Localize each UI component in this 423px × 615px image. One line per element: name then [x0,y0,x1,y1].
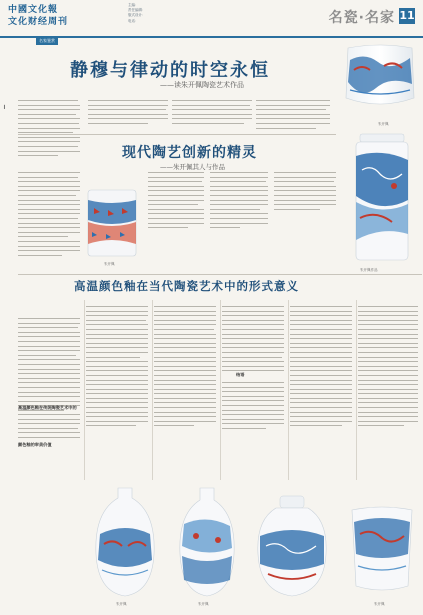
article2-title: 现代陶艺创新的精灵 [122,145,257,161]
article3-subheading1: 高温颜色釉在传统陶瓷艺术中的 [18,405,77,410]
article2-right-column [274,172,336,213]
article1-title: 静穆与律动的时空永恒 [70,60,270,81]
article3-subheading3: 结语 [236,372,245,377]
caption-bottom-right: 朱开佩 [374,602,385,606]
porcelain-cylinder-image [84,186,140,260]
info-editor: 主编： [128,3,139,7]
caption-bottom-mid: 朱开佩 [198,602,209,606]
article1-mid2-column [172,100,252,128]
side-note-1: ▍ [4,105,7,109]
porcelain-bottom-cup [346,504,418,596]
caption-tall-vase: 朱开佩作品 [360,268,378,272]
porcelain-bowl-image [340,40,420,116]
article2-mid2-column [210,172,268,232]
caption-bottom-left: 朱开佩 [116,602,127,606]
article2-subtitle: ——朱开佩其人与作品 [160,163,225,171]
article3-col1 [18,318,80,414]
newspaper-logo [8,4,120,32]
article2-mid-column [148,172,204,232]
info-phone: 电话： [128,18,139,23]
article3-col4 [222,306,284,375]
info-layout: 版式设计： [128,13,146,18]
column-tag: 名家鉴赏 [36,37,58,45]
article3-subheading2: 颜色釉的审美价值 [18,442,52,447]
article3-col4b [222,382,284,433]
article2-left-column [18,172,80,259]
article3-col6 [358,306,418,430]
section-title: 名瓷·名家 [328,10,395,26]
page-number: 11 [399,9,415,22]
article3-col2 [86,306,148,430]
caption-cylinder: 朱开佩 [104,262,115,266]
article3-col5 [290,306,352,430]
porcelain-bottom-vase-left [90,484,160,600]
article3-col3 [154,306,216,430]
porcelain-tall-vase-image [346,130,418,266]
caption-vase-top: 朱开佩 [378,122,389,126]
article3-title: 高温颜色釉在当代陶瓷艺术中的形式意义 [74,279,299,293]
article1-mid-column [88,100,168,128]
article1-left-column [18,100,80,160]
porcelain-bottom-vase-mid [172,484,242,600]
porcelain-bottom-jar [252,494,332,600]
logo-line1: 中國文化報 [8,5,59,15]
info-responsible-editor: 责任编辑： [128,8,146,13]
masthead [0,0,423,38]
article1-subtitle: ——读朱开佩陶瓷艺术作品 [160,81,244,89]
masthead-info [128,3,218,24]
article3-col1b [18,414,80,442]
article1-right-column [256,100,330,132]
logo-line2: 文化财经周刊 [8,17,69,27]
